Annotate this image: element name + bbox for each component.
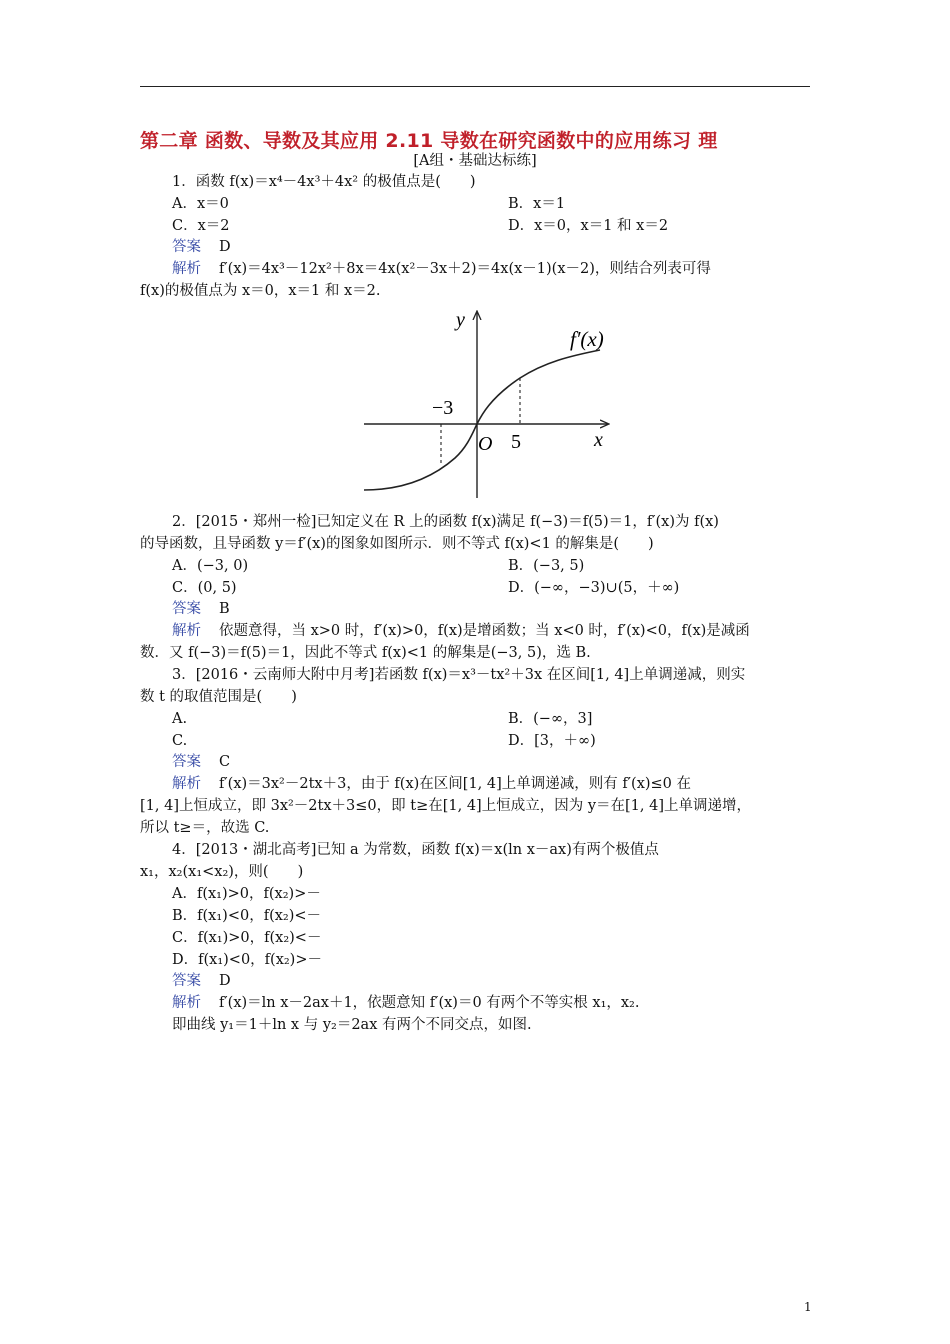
q2-stem-line-2: 的导函数，且导函数 y＝f′(x)的图象如图所示．则不等式 f(x)<1 的解集是( ) — [140, 536, 654, 552]
q1-option-b: B．x＝1 — [508, 196, 566, 212]
answer-label: 答案 — [172, 754, 201, 770]
q3-stem-line-2: 数 t 的取值范围是( ) — [140, 689, 297, 705]
q1-analysis-line-2: f(x)的极值点为 x＝0，x＝1 和 x＝2. — [140, 283, 381, 299]
q3-option-c: C. — [172, 733, 188, 749]
section-subtitle: [A组・基础达标练] — [413, 153, 537, 169]
q4-answer — [172, 971, 231, 991]
q4-option-c: C．f(x₁)>0，f(x₂)<－ — [172, 930, 322, 946]
q3-option-a: A. — [172, 711, 188, 727]
q2-option-b: B．(−3, 5) — [508, 558, 585, 574]
q3-stem-line-1: 3．[2016・云南师大附中月考]若函数 f(x)＝x³－tx²＋3x 在区间[1, 4]上单调递减，则实 — [172, 667, 746, 683]
q2-option-d: D．(−∞，−3)∪(5，＋∞) — [508, 580, 680, 596]
analysis-text: f′(x)＝3x²－2tx＋3，由于 f(x)在区间[1, 4]上单调递减，则有 f′(x)≤0 在 — [219, 776, 692, 792]
q4-analysis-line-1 — [172, 993, 639, 1013]
analysis-label: 解析 — [172, 261, 201, 277]
q2-analysis-line-1 — [172, 621, 750, 641]
q2-option-c: C．(0, 5) — [172, 580, 237, 596]
q1-analysis-line-1 — [172, 259, 711, 279]
f-prime-curve — [364, 350, 600, 490]
q4-option-a: A．f(x₁)>0，f(x₂)>－ — [172, 886, 321, 902]
q1-stem: 1．函数 f(x)＝x⁴－4x³＋4x² 的极值点是( ) — [172, 174, 476, 190]
page-number: 1 — [804, 1300, 812, 1314]
analysis-text: f′(x)＝ln x－2ax＋1，依题意知 f′(x)＝0 有两个不等实根 x₁，x₂. — [219, 995, 640, 1011]
answer-label: 答案 — [172, 601, 201, 617]
q2-option-a: A．(−3, 0) — [172, 558, 249, 574]
q4-option-d: D．f(x₁)<0，f(x₂)>－ — [172, 952, 322, 968]
q3-analysis-line-3: 所以 t≥＝，故选 C. — [140, 820, 270, 836]
q2-analysis-line-2: 数．又 f(−3)＝f(5)＝1，因此不等式 f(x)<1 的解集是(−3, 5)，选 B. — [140, 645, 591, 661]
page-title: 第二章 函数、导数及其应用 2.11 导数在研究函数中的应用练习 理 — [140, 130, 718, 152]
q2-stem-line-1: 2．[2015・郑州一检]已知定义在 R 上的函数 f(x)满足 f(−3)＝f(5)＝1，f′(x)为 f(x) — [172, 514, 719, 530]
analysis-label: 解析 — [172, 776, 201, 792]
q4-option-b: B．f(x₁)<0，f(x₂)<－ — [172, 908, 322, 924]
answer-value: C — [219, 754, 231, 770]
answer-value: B — [219, 601, 230, 617]
q3-option-d: D．[3，＋∞) — [508, 733, 596, 749]
y-axis-label: y — [456, 309, 465, 331]
q3-answer — [172, 752, 230, 772]
header-rule — [140, 86, 810, 87]
curve-label: f′(x) — [570, 327, 604, 351]
answer-value: D — [219, 973, 231, 989]
q3-option-b: B．(−∞，3] — [508, 711, 593, 727]
q2-answer — [172, 599, 230, 619]
tick-label-neg3: −3 — [432, 397, 454, 419]
q4-stem-line-2: x₁，x₂(x₁<x₂)，则( ) — [140, 864, 304, 880]
q4-stem-line-1: 4．[2013・湖北高考]已知 a 为常数，函数 f(x)＝x(ln x－ax)有两个极值点 — [172, 842, 659, 858]
analysis-label: 解析 — [172, 995, 201, 1011]
derivative-graph — [360, 308, 620, 502]
analysis-label: 解析 — [172, 623, 201, 639]
tick-label-5: 5 — [511, 431, 521, 453]
analysis-text: f′(x)＝4x³－12x²＋8x＝4x(x²－3x＋2)＝4x(x－1)(x－2)，则结合列表可得 — [219, 261, 711, 277]
answer-label: 答案 — [172, 973, 201, 989]
origin-label: O — [478, 433, 493, 455]
q4-analysis-line-2: 即曲线 y₁＝1＋ln x 与 y₂＝2ax 有两个不同交点，如图. — [172, 1017, 532, 1033]
q1-option-d: D．x＝0，x＝1 和 x＝2 — [508, 218, 669, 234]
q1-option-c: C．x＝2 — [172, 218, 230, 234]
q1-answer — [172, 237, 231, 257]
answer-label: 答案 — [172, 239, 201, 255]
q1-option-a: A．x＝0 — [172, 196, 229, 212]
x-axis-label: x — [594, 429, 603, 451]
analysis-text: 依题意得，当 x>0 时，f′(x)>0，f(x)是增函数；当 x<0 时，f′(x)<0，f(x)是减函 — [219, 623, 750, 639]
answer-value: D — [219, 239, 231, 255]
q3-analysis-line-2: [1, 4]上恒成立，即 3x²－2tx＋3≤0，即 t≥在[1, 4]上恒成立，因为 y＝在[1, 4]上单调递增， — [140, 798, 751, 814]
q3-analysis-line-1 — [172, 774, 691, 794]
